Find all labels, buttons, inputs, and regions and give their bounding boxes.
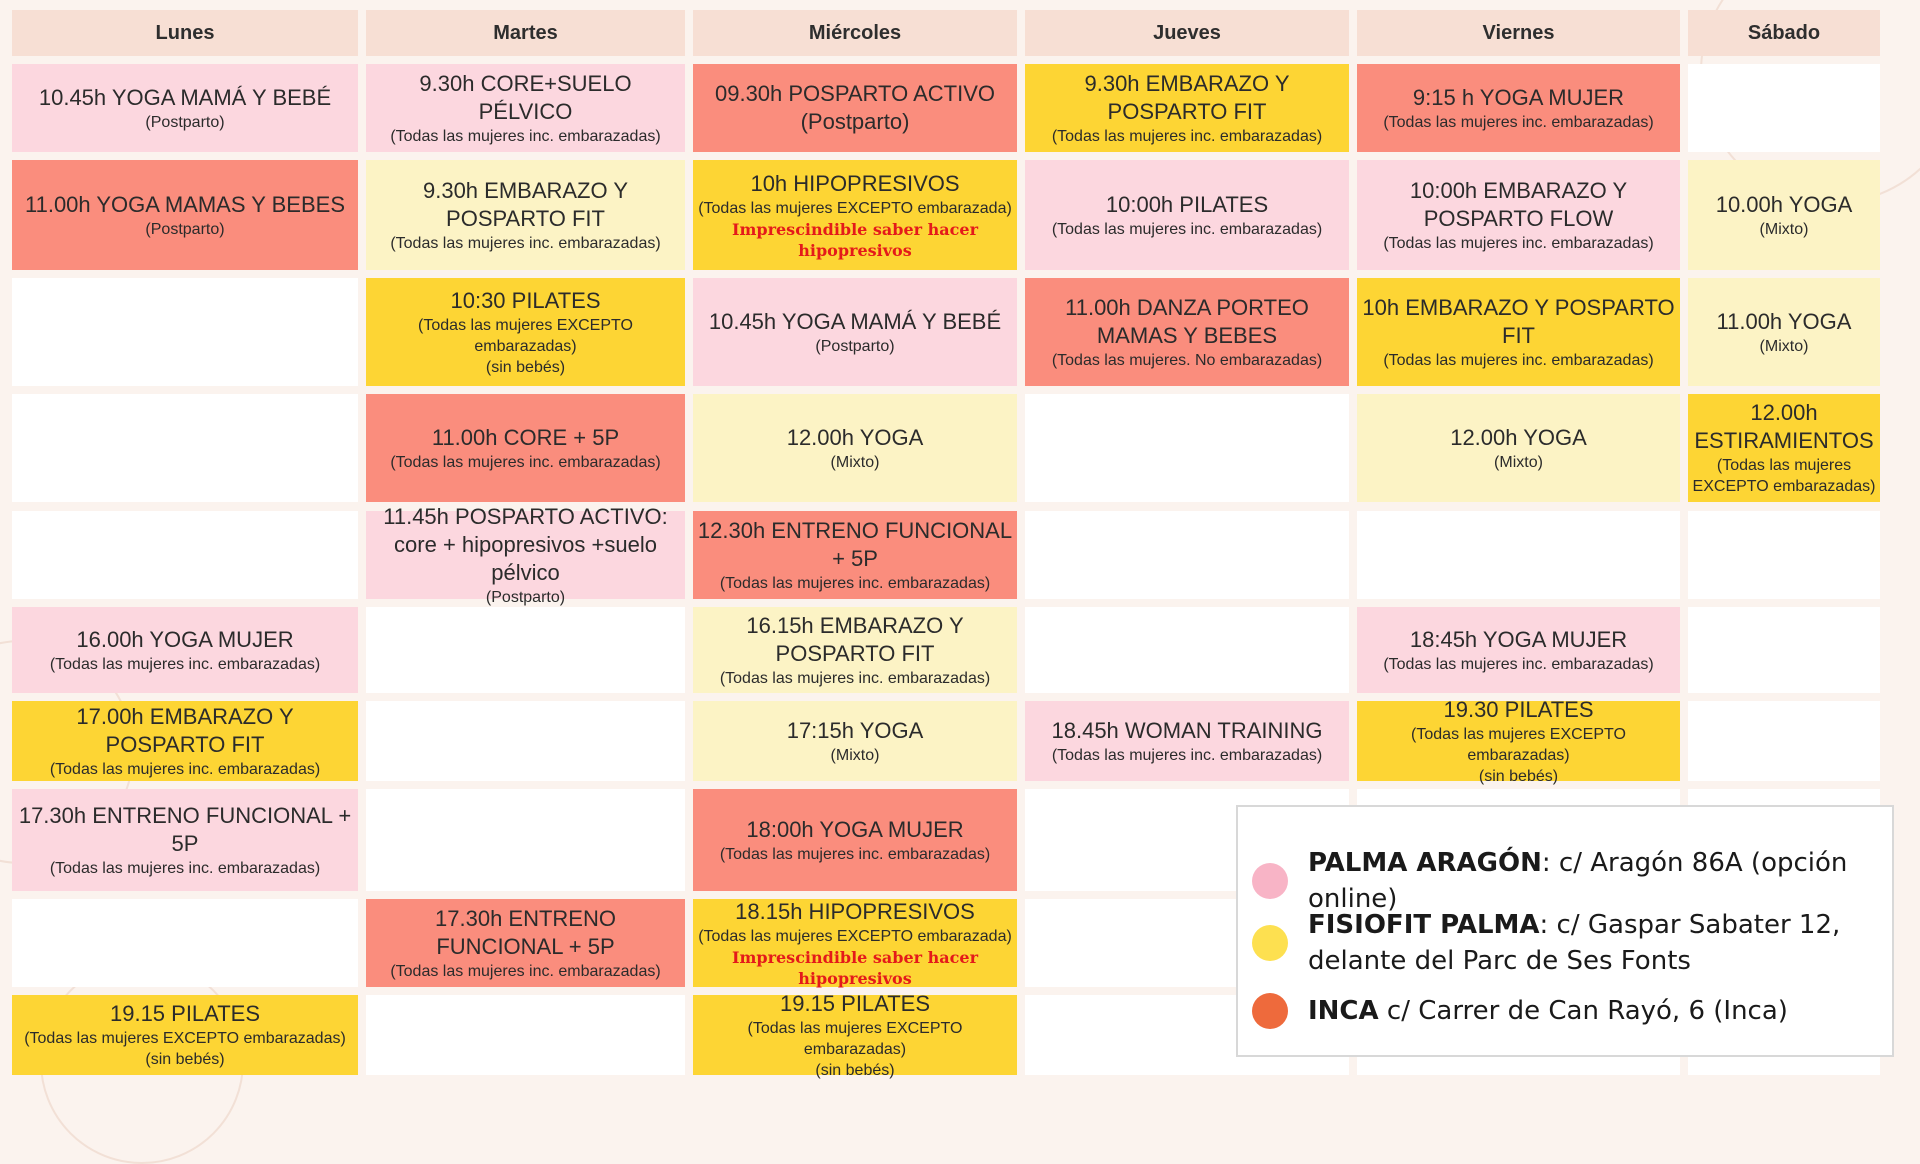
legend-location-address: c/ Carrer de Can Rayó, 6 (Inca) [1386, 996, 1788, 1026]
class-audience: (Todas las mujeres inc. embarazadas) [1383, 351, 1654, 369]
class-title: 11.00h DANZA PORTEO MAMAS Y BEBES [1065, 294, 1309, 348]
class-cell [12, 607, 358, 693]
class-audience: (Todas las mujeres inc. embarazadas) [1051, 746, 1323, 764]
class-cell [12, 789, 358, 891]
class-audience: (Todas las mujeres EXCEPTO embarazadas) [747, 1019, 963, 1058]
legend-item-inca [1252, 993, 1888, 1029]
class-cell [1357, 64, 1680, 152]
day-header: Viernes [1357, 10, 1680, 56]
class-cell [1688, 278, 1880, 386]
class-title: 18.45h WOMAN TRAINING [1051, 717, 1323, 743]
class-title: 10h HIPOPRESIVOS [750, 170, 960, 196]
class-cell [366, 899, 685, 987]
legend-location-address: c/ Gaspar Sabater 12, delante del Parc de Ses Fonts [1308, 910, 1841, 976]
legend-item-palma-aragon: PALMA ARAGÓN: c/ Aragón 86A (opción online) [1252, 845, 1888, 917]
class-title: 10:00h PILATES [1105, 191, 1269, 217]
legend-location-address: c/ Aragón 86A (opción online) [1308, 848, 1848, 914]
class-cell [12, 701, 358, 781]
empty-cell [12, 278, 358, 386]
class-title: 12.30h ENTRENO FUNCIONAL + 5P [697, 517, 1013, 571]
class-cell [12, 160, 358, 270]
class-audience: (sin bebés) [815, 1061, 895, 1079]
class-audience: (Todas las mujeres EXCEPTO embarazadas) [1411, 725, 1626, 764]
legend-location-name: PALMA ARAGÓN [1308, 848, 1542, 878]
class-title: 10:00h EMBARAZO Y POSPARTO FLOW [1409, 177, 1628, 231]
class-cell [1025, 160, 1349, 270]
empty-cell [12, 899, 358, 987]
day-header: Jueves [1025, 10, 1349, 56]
class-title: 17.00h EMBARAZO Y POSPARTO FIT [76, 703, 294, 757]
class-audience: (Postparto) [485, 588, 566, 606]
empty-cell [12, 511, 358, 599]
class-audience: (Todas las mujeres EXCEPTO embarazadas) [418, 316, 633, 355]
class-title: 10.45h YOGA MAMÁ Y BEBÉ [38, 84, 332, 110]
class-title: 9.30h EMBARAZO Y POSPARTO FIT [422, 177, 628, 231]
empty-cell [1357, 511, 1680, 599]
class-audience: (Todas las mujeres EXCEPTO embarazadas) [24, 1030, 346, 1047]
class-title: 12.00h YOGA [1450, 424, 1587, 450]
class-audience: (Mixto) [830, 453, 880, 471]
class-title: 12.00h YOGA [786, 424, 924, 450]
class-cell [1357, 278, 1680, 386]
empty-cell [1025, 607, 1349, 693]
class-title: 11.00h CORE + 5P [431, 424, 620, 450]
class-audience: (Todas las mujeres inc. embarazadas) [390, 453, 661, 471]
class-audience: (Todas las mujeres. No embarazadas) [1051, 351, 1323, 369]
class-title: 19.15 PILATES [779, 990, 930, 1016]
class-title: 16.00h YOGA MUJER [76, 626, 294, 652]
class-audience: (Todas las mujeres inc. embarazadas) [719, 669, 991, 687]
class-audience: (Mixto) [1759, 220, 1809, 238]
class-title: 12.00h ESTIRAMIENTOS [1694, 400, 1874, 453]
empty-cell [366, 701, 685, 781]
class-audience: (Mixto) [830, 746, 880, 764]
orange-dot-icon [1252, 993, 1288, 1029]
class-cell [12, 995, 358, 1075]
legend-location-name: FISIOFIT PALMA [1308, 910, 1540, 940]
class-title: 10.45h YOGA MAMÁ Y BEBÉ [708, 308, 1002, 334]
class-cell [366, 278, 685, 386]
class-audience: (Todas las mujeres inc. embarazadas) [49, 655, 321, 673]
class-cell [693, 278, 1017, 386]
class-title: 10:30 PILATES [450, 287, 601, 313]
class-audience: (Todas las mujeres inc. embarazadas) [1051, 220, 1323, 238]
empty-cell [1688, 511, 1880, 599]
class-audience: (Todas las mujeres inc. embarazadas) [49, 859, 321, 877]
legend-location-name: INCA [1308, 996, 1379, 1026]
class-cell [1688, 394, 1880, 502]
day-header: Lunes [12, 10, 358, 56]
class-title: 9.30h EMBARAZO Y POSPARTO FIT [1084, 70, 1290, 124]
empty-cell [12, 394, 358, 502]
class-title: 17.30h ENTRENO FUNCIONAL + 5P [435, 905, 616, 959]
class-warning: Imprescindible saber hacer hipopresivos [731, 947, 979, 988]
class-audience: (Todas las mujeres inc. embarazadas) [390, 127, 661, 145]
class-cell [1357, 607, 1680, 693]
class-audience: (Todas las mujeres EXCEPTO embarazada) [698, 199, 1012, 217]
class-cell [693, 990, 1017, 1079]
class-title: 18:00h YOGA MUJER [746, 816, 964, 842]
class-audience: (Todas las mujeres EXCEPTO embarazada) [698, 927, 1012, 945]
class-title: 19.30 PILATES [1443, 696, 1594, 722]
class-title: 9:15 h YOGA MUJER [1412, 84, 1625, 110]
class-audience: (Todas las mujeres inc. embarazadas) [49, 760, 321, 778]
class-audience: (Todas las mujeres inc. embarazadas) [390, 962, 661, 980]
class-cell [366, 394, 685, 502]
class-cell [693, 511, 1017, 599]
class-audience: (Todas las mujeres inc. embarazadas) [1383, 113, 1654, 131]
class-title: 11.45h POSPARTO ACTIVO: core + hipopresivos +suelo pélvico [383, 503, 668, 585]
class-title: 11.00h YOGA MAMAS Y BEBES [25, 191, 345, 217]
empty-cell [1688, 701, 1880, 781]
class-cell [1025, 278, 1349, 386]
class-cell [693, 160, 1017, 270]
class-cell [366, 503, 685, 606]
empty-cell [366, 607, 685, 693]
empty-cell [366, 995, 685, 1075]
pink-dot-icon [1252, 863, 1288, 899]
class-cell [693, 789, 1017, 891]
empty-cell [1688, 607, 1880, 693]
class-cell [12, 64, 358, 152]
class-audience: (Todas las mujeres inc. embarazadas) [1383, 655, 1654, 673]
class-audience: (Todas las mujeres inc. embarazadas) [390, 234, 661, 252]
class-cell [1688, 160, 1880, 270]
empty-cell [366, 789, 685, 891]
class-audience: (Postparto) [145, 220, 225, 238]
class-title: 18.15h HIPOPRESIVOS [735, 898, 975, 924]
legend-item-fisiofit-palma: FISIOFIT PALMA: c/ Gaspar Sabater 12, delante del Parc de Ses Fonts [1252, 907, 1888, 979]
class-title: 19.15 PILATES [109, 1001, 260, 1026]
class-audience: (sin bebés) [1478, 767, 1559, 785]
class-cell [693, 64, 1017, 152]
class-title: 10.00h YOGA [1715, 191, 1853, 217]
class-warning: Imprescindible saber hacer hipopresivos [731, 219, 979, 260]
empty-cell [1688, 64, 1880, 152]
class-cell [1025, 64, 1349, 152]
class-audience: (Postparto) [815, 337, 895, 355]
empty-cell [1025, 511, 1349, 599]
class-title: 09.30h POSPARTO ACTIVO (Postparto) [714, 81, 996, 134]
class-title: 16.15h EMBARAZO Y POSPARTO FIT [746, 612, 964, 666]
class-title: 18:45h YOGA MUJER [1409, 626, 1628, 652]
empty-cell [1025, 394, 1349, 502]
day-header: Miércoles [693, 10, 1017, 56]
class-title: 9.30h CORE+SUELO PÉLVICO [419, 70, 632, 124]
day-header: Sábado [1688, 10, 1880, 56]
class-cell [366, 64, 685, 152]
class-cell [1357, 394, 1680, 502]
class-title: 10h EMBARAZO Y POSPARTO FIT [1362, 294, 1675, 348]
class-cell [693, 607, 1017, 693]
class-audience: (sin bebés) [485, 358, 566, 376]
location-legend [1236, 805, 1894, 1057]
class-audience: (Todas las mujeres inc. embarazadas) [1051, 127, 1323, 145]
class-audience: (Postparto) [145, 113, 225, 131]
class-cell [366, 160, 685, 270]
class-audience: (Todas las mujeres inc. embarazadas) [719, 845, 991, 863]
class-cell [693, 899, 1017, 987]
class-cell [693, 394, 1017, 502]
class-cell [1357, 696, 1680, 785]
class-audience: (Mixto) [1494, 453, 1543, 471]
class-audience: (sin bebés) [145, 1051, 225, 1068]
yellow-dot-icon [1252, 925, 1288, 961]
class-title: 17:15h YOGA [786, 717, 924, 743]
class-audience: (Todas las mujeres EXCEPTO embarazadas) [1692, 457, 1876, 495]
class-cell [1357, 160, 1680, 270]
class-audience: (Todas las mujeres inc. embarazadas) [1383, 234, 1654, 252]
day-header: Martes [366, 10, 685, 56]
class-title: 17.30h ENTRENO FUNCIONAL + 5P [18, 802, 352, 856]
class-cell [1025, 701, 1349, 781]
class-title: 11.00h YOGA [1716, 308, 1852, 334]
class-cell [693, 701, 1017, 781]
class-audience: (Mixto) [1759, 337, 1809, 355]
class-audience: (Todas las mujeres inc. embarazadas) [719, 574, 991, 592]
